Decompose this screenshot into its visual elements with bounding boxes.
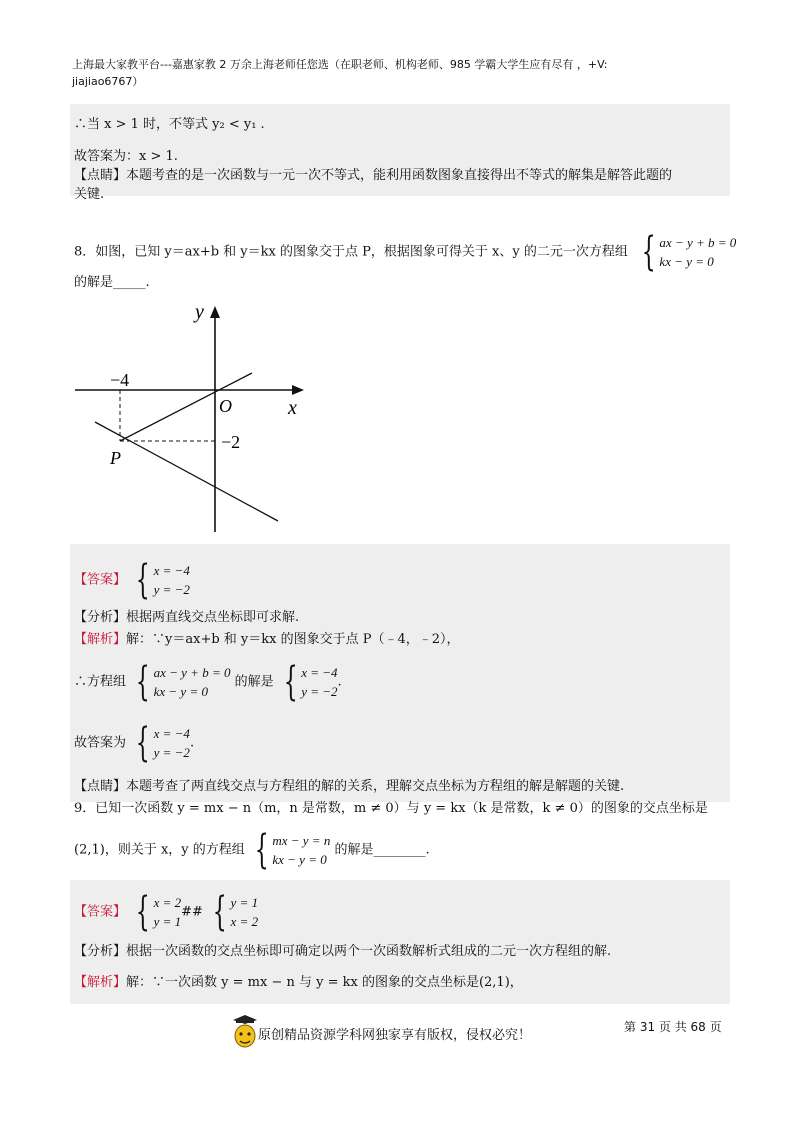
header-line-2: jiajiao6767）	[72, 75, 144, 88]
x-axis-label: x	[288, 397, 297, 419]
so-eq2: kx − y = 0	[153, 684, 208, 699]
y-axis-arrow	[210, 306, 220, 318]
origin-label: O	[219, 396, 232, 416]
answer-label: 【答案】	[74, 904, 127, 920]
prev-tip-cont: 关键.	[74, 187, 105, 202]
final-x: x = −4	[153, 726, 190, 741]
header-line-1: 上海最大家教平台---嘉惠家教 2 万余上海老师任您选（在职老师、机构老师、985 学霸大学生应有尽有 ，+V:	[72, 58, 608, 71]
prev-conclusion: ∴当 x > 1 时，不等式 y₂ < y₁ .	[74, 117, 265, 132]
q8-stem-end: 的解是_____.	[74, 275, 150, 290]
q8-so-result: { x = −4 y = −2	[283, 659, 338, 705]
q9-system: { mx − y = n kx − y = 0	[254, 827, 331, 873]
line-y-ax-b	[95, 422, 278, 521]
analysis-text: 根据一次函数的交点坐标即可确定以两个一次函数解析式组成的二元一次方程组的解.	[126, 944, 612, 959]
q9-stem-2	[74, 827, 430, 873]
q8-system: { ax − y + b = 0 kx − y = 0	[641, 229, 737, 275]
so-eq1: ax − y + b = 0	[153, 665, 231, 680]
q9-a2-x: x = 2	[230, 914, 259, 929]
q9-eq1: mx − y = n	[272, 833, 331, 848]
point-p-label: P	[110, 448, 121, 468]
q8-final-answer	[74, 720, 195, 766]
copyright-notice: 原创精品资源学科网独家享有版权，侵权必究！	[258, 1028, 532, 1043]
q8-eq1: ax − y + b = 0	[659, 235, 737, 250]
q9-eq2: kx − y = 0	[272, 852, 327, 867]
tip-label: 【点睛】	[74, 779, 127, 794]
q8-answer-y: y = −2	[153, 582, 190, 597]
q9-solution	[74, 974, 523, 992]
y-tick-label: −2	[221, 432, 241, 452]
x-tick-label: −4	[110, 370, 130, 390]
q8-stem	[74, 229, 737, 275]
q8-final-system: { x = −4 y = −2	[135, 720, 190, 766]
tip-label: 【点睛】	[74, 168, 127, 183]
q9-answer	[74, 889, 259, 935]
q9-stem: 9．已知一次函数 y = mx − n（m，n 是常数，m ≠ 0）与 y = kx（k 是常数，k ≠ 0）的图象的交点坐标是	[74, 801, 708, 816]
q8-answer	[74, 557, 190, 603]
q9-a1-x: x = 2	[153, 895, 182, 910]
prev-tip	[74, 167, 672, 185]
line-y-kx	[120, 373, 252, 441]
analysis-label: 【分析】	[74, 610, 127, 625]
so-mid: 的解是	[234, 674, 274, 690]
page-number: 第 31 页 共 68 页	[624, 1020, 722, 1034]
answer-separator: ##	[181, 904, 203, 920]
q8-solution	[74, 631, 460, 649]
q8-analysis	[74, 609, 299, 627]
q8-graph	[72, 298, 312, 538]
q8-tip	[74, 778, 624, 796]
final-prefix: 故答案为	[74, 735, 127, 751]
q9-stem-b2: 的解是________.	[334, 842, 430, 858]
q8-answer-x: x = −4	[153, 563, 190, 578]
so-result-x: x = −4	[301, 665, 338, 680]
y-axis-label: y	[195, 301, 204, 323]
q9-answer-sys2: { y = 1 x = 2	[212, 889, 259, 935]
solution-text: 解：∵一次函数 y = mx − n 与 y = kx 的图象的交点坐标是(2,1)，	[126, 975, 523, 990]
q8-so-system: { ax − y + b = 0 kx − y = 0	[135, 659, 231, 705]
solution-label: 【解析】	[74, 975, 127, 990]
x-axis-arrow	[292, 385, 304, 395]
q8-answer-system: { x = −4 y = −2	[135, 557, 190, 603]
analysis-label: 【分析】	[74, 944, 127, 959]
q8-so-line	[74, 659, 342, 705]
page-header	[72, 56, 732, 90]
analysis-text: 根据两直线交点坐标即可求解.	[126, 610, 300, 625]
answer-label: 【答案】	[74, 572, 127, 588]
solution-text: 解：∵y＝ax+b 和 y＝kx 的图象交于点 P（﹣4，﹣2），	[126, 632, 460, 647]
q9-answer-sys1: { x = 2 y = 1	[135, 889, 182, 935]
q8-eq2: kx − y = 0	[659, 254, 714, 269]
tip-text: 本题考查了两直线交点与方程组的解的关系，理解交点坐标为方程组的解是解题的关键.	[126, 779, 625, 794]
final-y: y = −2	[153, 745, 190, 760]
final-end: .	[189, 735, 195, 751]
so-result-y: y = −2	[301, 684, 338, 699]
mascot-icon	[232, 1014, 258, 1050]
solution-label: 【解析】	[74, 632, 127, 647]
prev-answer: 故答案为：x > 1.	[74, 149, 178, 164]
q8-stem-text: 8．如图，已知 y＝ax+b 和 y＝kx 的图象交于点 P，根据图象可得关于 x、y 的二元一次方程组	[74, 244, 628, 260]
tip-text: 本题考查的是一次函数与一元一次不等式，能利用函数图象直接得出不等式的解集是解答此题的	[126, 168, 673, 183]
q9-a1-y: y = 1	[153, 914, 182, 929]
so-end: .	[337, 674, 342, 690]
q9-analysis	[74, 943, 611, 961]
so-prefix: ∴方程组	[74, 674, 127, 690]
q9-a2-y: y = 1	[230, 895, 259, 910]
q9-stem-b1: (2,1)，则关于 x，y 的方程组	[74, 842, 245, 858]
